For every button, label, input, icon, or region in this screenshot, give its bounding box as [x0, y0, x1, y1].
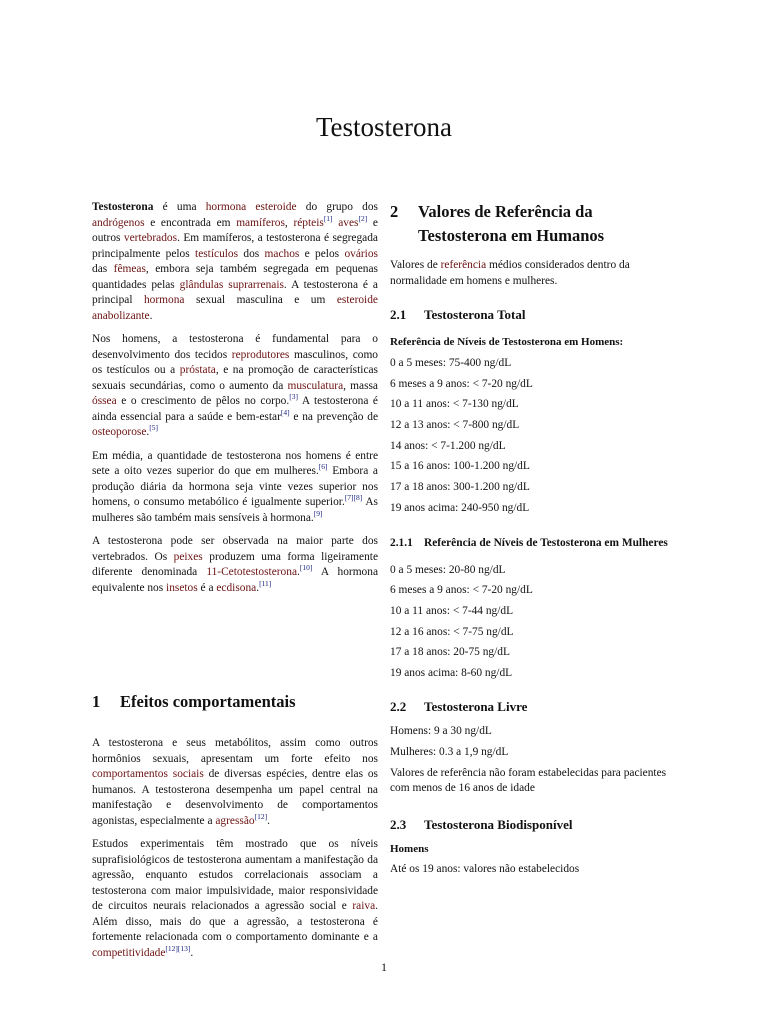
intro-paragraph-4: A testosterona pode ser observada na maior parte dos vertebrados. Os peixes produzem uma forma ligeiramente diferente denominada 11-Cetotestosterona.[10] A hormona equivalente nos insetos é a ecdisona.[11] — [92, 535, 379, 594]
citation-12[interactable]: [12] — [254, 811, 268, 821]
citation-2[interactable]: [2] — [358, 213, 368, 223]
list-item: 15 a 16 anos: 100-1.200 ng/dL — [390, 460, 530, 473]
citation-4[interactable]: [4] — [280, 407, 290, 417]
subsection-2-2-heading: 2.2 Testosterona Livre — [390, 698, 528, 714]
link-vertebrados[interactable]: vertebrados — [123, 232, 178, 244]
citation-7-8[interactable]: [7][8] — [344, 493, 363, 503]
citation-1[interactable]: [1] — [323, 213, 333, 223]
article-subject: Testosterona — [92, 201, 154, 213]
section-2-heading — [390, 200, 676, 248]
citation-10[interactable]: [10] — [299, 563, 313, 573]
bioavailable-item: Até os 19 anos: valores não estabelecidos — [390, 862, 580, 875]
subsection-2-3-heading: 2.3 Testosterona Biodisponível — [390, 816, 573, 832]
link-agressao[interactable]: agressão — [215, 814, 255, 827]
citation-11[interactable]: [11] — [259, 578, 272, 588]
link-osteoporose[interactable]: osteoporose — [92, 426, 147, 438]
list-item: Homens: 9 a 30 ng/dL — [390, 725, 492, 738]
intro-paragraph-3: Em média, a quantidade de testosterona nos homens é entre sete a oito vezes superior do que em mulheres.[6] Embora a produção diária da hormona seja vinte vezes superior nos homens, o consumo metabólico é igualmente superior.[7][8] As mulheres são também mais sensíveis à hormona.[9] — [92, 449, 378, 524]
subsection-2-1-heading: 2.1 Testosterona Total — [390, 307, 526, 322]
page-number: 1 — [381, 960, 387, 974]
link-machos[interactable]: machos — [264, 247, 300, 260]
link-esteroide-anabolizante[interactable]: esteroide anabolizante — [92, 294, 378, 322]
link-reprodutores[interactable]: reprodutores — [231, 348, 290, 361]
link-androgenos[interactable]: andrógenos — [92, 216, 145, 229]
list-item: 19 anos acima: 240-950 ng/dL — [390, 501, 530, 514]
section-title: Valores de Referência da Testosterona em Humanos — [418, 202, 605, 245]
link-prostata[interactable]: próstata — [179, 364, 216, 376]
right-column — [390, 200, 676, 885]
link-musculatura[interactable]: musculatura — [287, 379, 344, 392]
list-item: 10 a 11 anos: < 7-130 ng/dL — [390, 398, 519, 411]
link-testiculos[interactable]: testículos — [195, 247, 239, 260]
link-comportamentos-sociais[interactable]: comportamentos sociais — [92, 768, 204, 780]
link-ecdisona[interactable]: ecdisona — [216, 581, 257, 594]
bioavailable-sub-heading: Homens — [390, 843, 429, 855]
citation-5[interactable]: [5] — [149, 423, 159, 433]
list-item: 12 a 16 anos: < 7-75 ng/dL — [390, 625, 514, 638]
men-reference-heading: Referência de Níveis de Testosterona em Homens: — [390, 335, 624, 348]
list-item: 0 a 5 meses: 20-80 ng/dL — [390, 563, 506, 576]
list-item: 17 a 18 anos: 20-75 ng/dL — [390, 646, 510, 659]
link-mamiferos[interactable]: mamíferos — [236, 216, 285, 229]
list-item: 10 a 11 anos: < 7-44 ng/dL — [390, 604, 514, 617]
link-raiva[interactable]: raiva — [352, 900, 376, 912]
subsection-2-1-1-heading: 2.1.1 Referência de Níveis de Testosterona em Mulheres — [390, 536, 668, 549]
list-item: 6 meses a 9 anos: < 7-20 ng/dL — [390, 584, 533, 597]
citation-3[interactable]: [3] — [289, 392, 298, 402]
link-ovarios[interactable]: ovários — [344, 247, 378, 260]
link-ossea[interactable]: óssea — [92, 395, 117, 407]
left-column — [92, 200, 378, 969]
men-reference-list — [390, 356, 676, 516]
list-item: 0 a 5 meses: 75-400 ng/dL — [390, 357, 512, 369]
section-number: 1 — [92, 692, 101, 711]
citation-6[interactable]: [6] — [318, 462, 328, 472]
citation-9[interactable]: [9] — [313, 508, 323, 518]
section-1-paragraph-1: A testosterona e seus metabólitos, assim como outros hormônios sexuais, apresentam um forte efeito nos comportamentos sociais de diversas espécies, dentre elas os humanos. A testosterona desempenha um papel central na manifestação e desenvolvimento de comportamentos agonistas, especialmente a agressão[12]. — [92, 737, 378, 827]
section-1-paragraph-2: Estudos experimentais têm mostrado que os níveis suprafisiológicos de testosterona aumentam a manifestação da agressão, enquanto estudos correlacionais associam a testosterona com maior impulsividade, maior responsividade de circuitos neurais relacionados a agressão social e raiva. Além disso, mais do que a agressão, a testosterona é fortemente relacionada com o comportamento dominante e a competitividade[12][13]. — [92, 838, 378, 959]
link-femeas[interactable]: fêmeas — [113, 263, 146, 275]
link-hormona[interactable]: hormona — [143, 294, 185, 306]
list-item: 19 anos acima: 8-60 ng/dL — [390, 666, 513, 679]
list-item: 17 a 18 anos: 300-1.200 ng/dL — [390, 481, 530, 494]
citation-12-13[interactable]: [12][13] — [165, 943, 191, 953]
page-title: Testosterona — [315, 112, 453, 142]
intro-paragraph-1: Testosterona é uma hormona esteroide do grupo dos andrógenos e encontrada em mamíferos, répteis[1] aves[2] e outros vertebrados. Em mamíferos, a testosterona é segregada principalmente pelos testículos dos machos e pelos ovários das fêmeas, embora seja também segregada em pequenas quantidades pelas glândulas suprarrenais. A testosterona é a principal hormona sexual masculina e um esteroide anabolizante. — [92, 201, 378, 322]
list-item: Mulheres: 0.3 a 1,9 ng/dL — [390, 745, 509, 758]
link-referencia[interactable]: referência — [440, 259, 487, 271]
free-testosterone-list — [390, 724, 676, 760]
link-aves[interactable]: aves — [338, 216, 359, 229]
section-1-heading — [92, 690, 378, 714]
list-item: 12 a 13 anos: < 7-800 ng/dL — [390, 419, 520, 432]
list-item: 14 anos: < 7-1.200 ng/dL — [390, 439, 506, 452]
section-title: Efeitos comportamentais — [120, 692, 296, 711]
link-peixes[interactable]: peixes — [173, 550, 203, 563]
intro-paragraph-2: Nos homens, a testosterona é fundamental para o desenvolvimento dos tecidos reprodutores masculinos, como os testículos ou a próstata, e na promoção de características sexuais secundárias, como o aumento da musculatura, massa óssea e o crescimento de pêlos no corpo.[3] A testosterona é ainda essencial para a saúde e bem-estar[4] e na prevenção de osteoporose.[5] — [92, 333, 379, 438]
link-11-cetotestosterona[interactable]: 11-Cetotestosterona — [206, 566, 298, 578]
free-testosterone-note: Valores de referência não foram estabelecidas para pacientes com menos de 16 anos de idade — [390, 766, 667, 794]
link-hormona-esteroide[interactable]: hormona esteroide — [205, 201, 297, 213]
link-insetos[interactable]: insetos — [166, 581, 198, 594]
link-glandulas-suprarrenais[interactable]: glândulas suprarrenais — [179, 278, 284, 291]
list-item: 6 meses a 9 anos: < 7-20 ng/dL — [390, 377, 533, 390]
link-competitividade[interactable]: competitividade — [92, 946, 166, 959]
women-reference-list — [390, 563, 676, 682]
section-2-intro: Valores de referência médios considerados dentro da normalidade em homens e mulheres. — [390, 259, 630, 287]
link-repteis[interactable]: répteis — [293, 216, 324, 229]
section-number: 2 — [390, 202, 399, 221]
